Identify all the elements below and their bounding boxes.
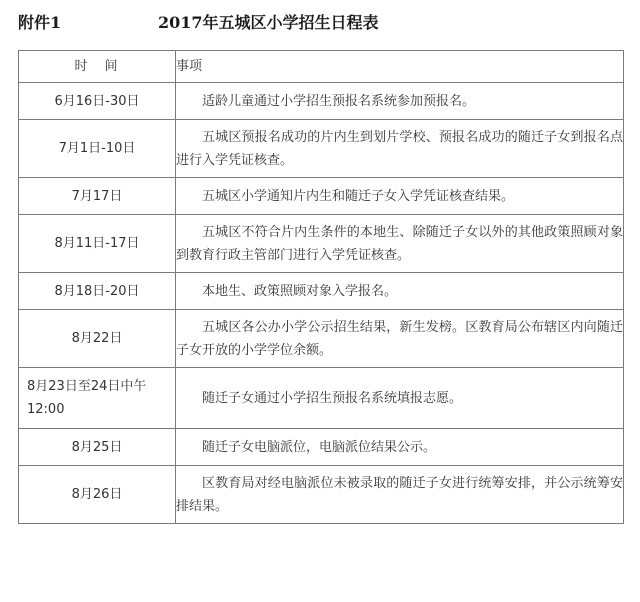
row-date: 8月22日 bbox=[19, 310, 176, 368]
attachment-label: 附件1 bbox=[18, 13, 62, 32]
row-date: 8月18日-20日 bbox=[19, 273, 176, 310]
table-row bbox=[19, 178, 624, 215]
row-event: 随迁子女电脑派位，电脑派位结果公示。 bbox=[176, 429, 624, 466]
table-row bbox=[19, 429, 624, 466]
row-event: 五城区预报名成功的片内生到划片学校、预报名成功的随迁子女到报名点进行入学凭证核查。 bbox=[176, 120, 624, 178]
row-event: 区教育局对经电脑派位未被录取的随迁子女进行统筹安排，并公示统筹安排结果。 bbox=[176, 466, 624, 524]
row-date: 8月26日 bbox=[19, 466, 176, 524]
row-event: 本地生、政策照顾对象入学报名。 bbox=[176, 273, 624, 310]
schedule-table bbox=[18, 50, 624, 524]
table-header-row bbox=[19, 51, 624, 83]
row-date: 7月1日-10日 bbox=[19, 120, 176, 178]
document-header bbox=[18, 8, 618, 34]
row-event: 五城区小学通知片内生和随迁子女入学凭证核查结果。 bbox=[176, 178, 624, 215]
column-header-event: 事项 bbox=[176, 51, 624, 83]
column-header-time: 时 间 bbox=[19, 51, 176, 83]
row-event: 适龄儿童通过小学招生预报名系统参加预报名。 bbox=[176, 83, 624, 120]
row-date: 6月16日-30日 bbox=[19, 83, 176, 120]
table-row bbox=[19, 466, 624, 524]
row-date: 7月17日 bbox=[19, 178, 176, 215]
table-row bbox=[19, 273, 624, 310]
table-row bbox=[19, 120, 624, 178]
table-row bbox=[19, 83, 624, 120]
table-row bbox=[19, 215, 624, 273]
row-date: 8月23日至24日中午12:00 bbox=[19, 368, 176, 429]
document-title: 2017年五城区小学招生日程表 bbox=[158, 13, 379, 32]
row-event: 五城区不符合片内生条件的本地生、除随迁子女以外的其他政策照顾对象到教育行政主管部门进行入学凭证核查。 bbox=[176, 215, 624, 273]
row-date: 8月25日 bbox=[19, 429, 176, 466]
table-row bbox=[19, 310, 624, 368]
row-date: 8月11日-17日 bbox=[19, 215, 176, 273]
table-row bbox=[19, 368, 624, 429]
row-event: 随迁子女通过小学招生预报名系统填报志愿。 bbox=[176, 368, 624, 429]
row-event: 五城区各公办小学公示招生结果，新生发榜。区教育局公布辖区内向随迁子女开放的小学学位余额。 bbox=[176, 310, 624, 368]
